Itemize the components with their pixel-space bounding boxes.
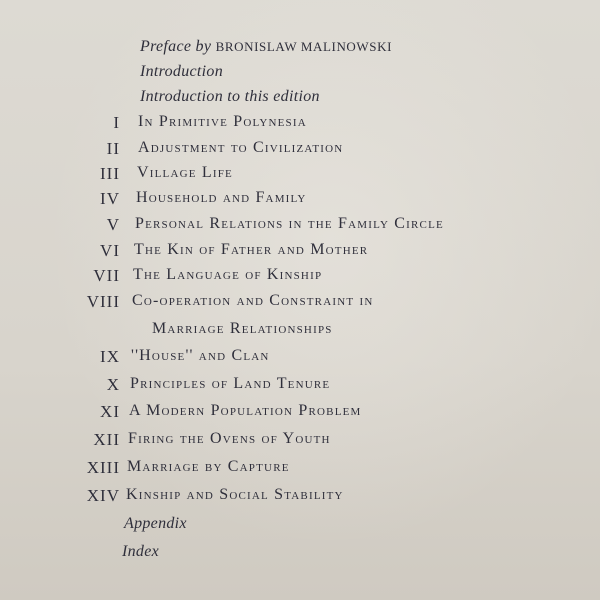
chapter-title: Marriage by Capture <box>127 458 290 475</box>
chapter-row <box>0 458 600 482</box>
chapter-title: Co-operation and Constraint in <box>132 292 374 309</box>
chapter-row <box>0 292 600 316</box>
chapter-title: Adjustment to Civilization <box>138 139 344 156</box>
chapter-numeral: VII <box>93 266 120 285</box>
chapter-numeral: VI <box>100 241 120 260</box>
chapter-row <box>0 402 600 426</box>
chapter-title: In Primitive Polynesia <box>138 113 307 130</box>
chapter-title: Principles of Land Tenure <box>130 375 331 392</box>
front-matter-label: Introduction <box>140 63 223 80</box>
chapter-title: A Modern Population Problem <box>129 402 362 419</box>
chapter-title: Firing the Ovens of Youth <box>128 430 331 447</box>
chapter-row <box>0 375 600 399</box>
back-matter-appendix: Appendix <box>124 515 187 532</box>
chapter-numeral: X <box>106 375 120 394</box>
chapter-row <box>0 164 600 188</box>
chapter-row <box>0 215 600 239</box>
front-matter-introduction-edition <box>140 88 320 106</box>
chapter-title: Personal Relations in the Family Circle <box>135 215 444 232</box>
front-matter-preface <box>140 38 392 56</box>
chapter-numeral: V <box>106 215 120 234</box>
front-matter-label: Preface by <box>140 38 212 55</box>
chapter-numeral: XIV <box>86 486 120 505</box>
chapter-title: Kinship and Social Stability <box>126 486 344 503</box>
chapter-title: Household and Family <box>136 189 307 206</box>
chapter-numeral: XI <box>100 402 120 421</box>
chapter-row <box>0 241 600 265</box>
chapter-row <box>0 113 600 137</box>
chapter-numeral: II <box>106 139 120 158</box>
chapter-title-continuation: Marriage Relationships <box>152 320 333 337</box>
chapter-row <box>0 139 600 163</box>
chapter-title: Village Life <box>137 164 233 181</box>
chapter-numeral: VIII <box>86 292 120 311</box>
chapter-numeral: I <box>113 113 120 132</box>
chapter-row <box>0 266 600 290</box>
front-matter-label: Introduction to this edition <box>140 88 320 105</box>
chapter-title: The Kin of Father and Mother <box>134 241 369 258</box>
preface-author: BRONISLAW MALINOWSKI <box>215 39 393 54</box>
back-matter-index: Index <box>122 543 160 560</box>
chapter-numeral: XII <box>93 430 120 449</box>
chapter-title: The Language of Kinship <box>133 266 323 283</box>
chapter-numeral: III <box>100 164 120 183</box>
chapter-numeral: IV <box>100 189 120 208</box>
chapter-row <box>0 486 600 510</box>
chapter-row <box>0 430 600 454</box>
chapter-row <box>0 347 600 371</box>
chapter-row <box>0 189 600 213</box>
chapter-numeral: XIII <box>86 458 120 477</box>
front-matter-introduction <box>140 63 223 81</box>
chapter-title: ''House'' and Clan <box>131 347 270 364</box>
chapter-numeral: IX <box>100 347 120 366</box>
